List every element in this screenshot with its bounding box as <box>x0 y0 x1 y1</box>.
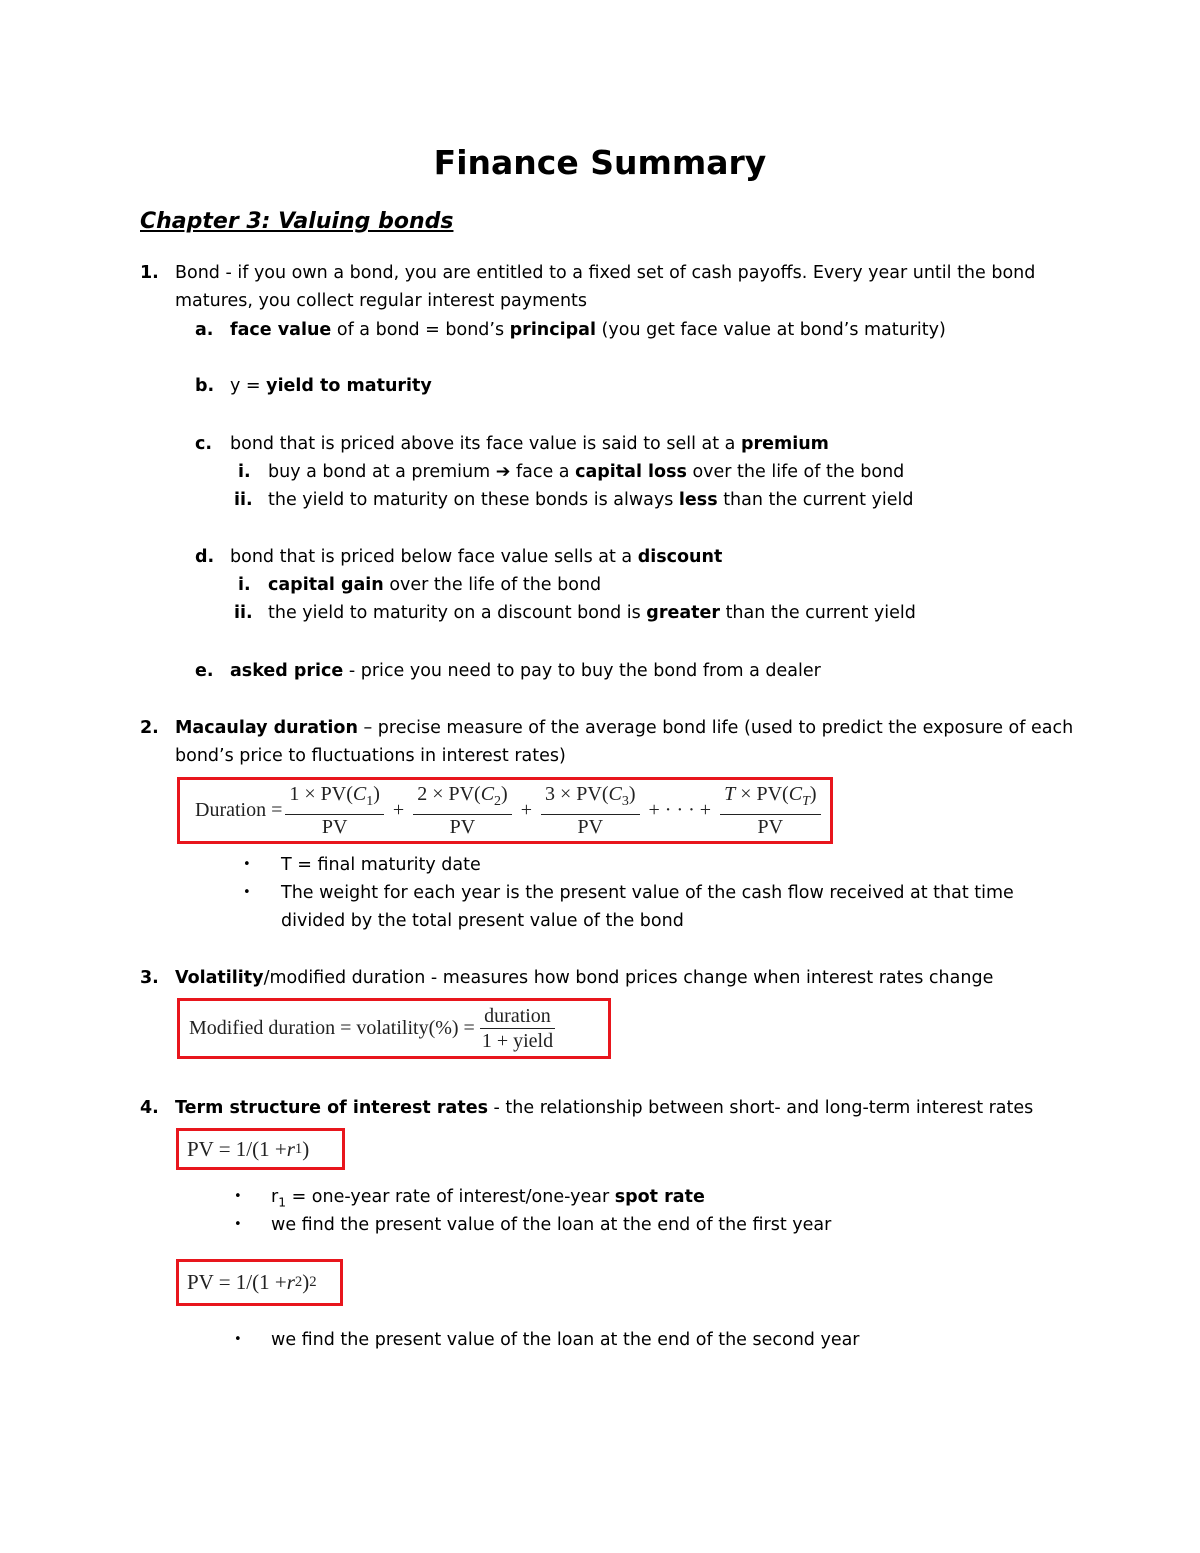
pv-formula-2: PV = 1/(1 + r 2 ) 2 <box>176 1259 343 1306</box>
sub-sub-label: ii. <box>234 603 253 623</box>
bullet-text: we find the present value of the loan at the end of the second year <box>271 1330 860 1350</box>
item-1-text-cont: matures, you collect regular interest payments <box>175 291 588 311</box>
bullet-text-cont: divided by the total present value of the bond <box>281 911 684 931</box>
bullet-text: $r_1$ = one-year rate of interest/one-year spot rate <box>271 1187 705 1210</box>
sub-label: a. <box>195 320 214 340</box>
sub-label: b. <box>195 376 215 396</box>
bullet-icon: • <box>234 1332 242 1347</box>
item-2-text: Macaulay duration – precise measure of the average bond life (used to predict the exposure of each <box>175 718 1074 738</box>
pv-formula-1: PV = 1/(1 + r 1 ) <box>176 1128 345 1170</box>
page-title: Finance Summary <box>433 143 767 182</box>
sub-item-a: face value of a bond = bond’s principal (you get face value at bond’s maturity) <box>230 320 946 340</box>
sub-item-b: y = yield to maturity <box>230 376 432 396</box>
sub-item-c: bond that is priced above its face value is said to sell at a premium <box>230 434 829 454</box>
item-2-text-cont: bond’s price to fluctuations in interest rates) <box>175 746 566 766</box>
item-number: 4. <box>140 1098 159 1118</box>
sub-sub-label: i. <box>238 462 251 482</box>
item-number: 2. <box>140 718 159 738</box>
item-1-text: Bond - if you own a bond, you are entitled to a fixed set of cash payoffs. Every year until the bond <box>175 263 1036 283</box>
sub-item-d-ii: the yield to maturity on a discount bond is greater than the current yield <box>268 603 916 623</box>
bullet-icon: • <box>234 1217 242 1232</box>
duration-formula: Duration = $\frac{1 \times PV(C_1)}{PV}$ + $\frac{2 \times PV(C_2)}{PV}$ + $\frac{3 \times PV(C_3)}{PV}$ + · · · + $\frac{T \times PV(C_T)}{PV}$ <box>177 777 833 844</box>
arrow-icon: ➔ <box>495 462 511 482</box>
sub-sub-label: i. <box>238 575 251 595</box>
sub-item-e: asked price - price you need to pay to buy the bond from a dealer <box>230 661 821 681</box>
sub-label: d. <box>195 547 215 567</box>
sub-item-d: bond that is priced below face value sells at a discount <box>230 547 723 567</box>
sub-item-d-i: capital gain over the life of the bond <box>268 575 602 595</box>
item-4-text: Term structure of interest rates - the relationship between short- and long-term interest rates <box>175 1098 1034 1118</box>
chapter-heading: Chapter 3: Valuing bonds <box>140 209 454 234</box>
bullet-text: The weight for each year is the present value of the cash flow received at that time <box>281 883 1014 903</box>
sub-label: c. <box>195 434 213 454</box>
bullet-text: T = final maturity date <box>281 855 481 875</box>
modified-duration-formula: Modified duration = volatility(%) = $\frac{\text{duration}}{\text{1 + yield}}$ <box>177 998 611 1059</box>
sub-sub-label: ii. <box>234 490 253 510</box>
bullet-text: we find the present value of the loan at the end of the first year <box>271 1215 832 1235</box>
item-3-text: Volatility/modified duration - measures how bond prices change when interest rates change <box>175 968 994 988</box>
bullet-icon: • <box>243 857 251 872</box>
item-number: 1. <box>140 263 159 283</box>
bullet-icon: • <box>243 885 251 900</box>
bullet-icon: • <box>234 1189 242 1204</box>
sub-label: e. <box>195 661 214 681</box>
sub-item-c-i: buy a bond at a premium ➔ face a capital loss over the life of the bond <box>268 462 905 482</box>
item-number: 3. <box>140 968 159 988</box>
sub-item-c-ii: the yield to maturity on these bonds is always less than the current yield <box>268 490 914 510</box>
